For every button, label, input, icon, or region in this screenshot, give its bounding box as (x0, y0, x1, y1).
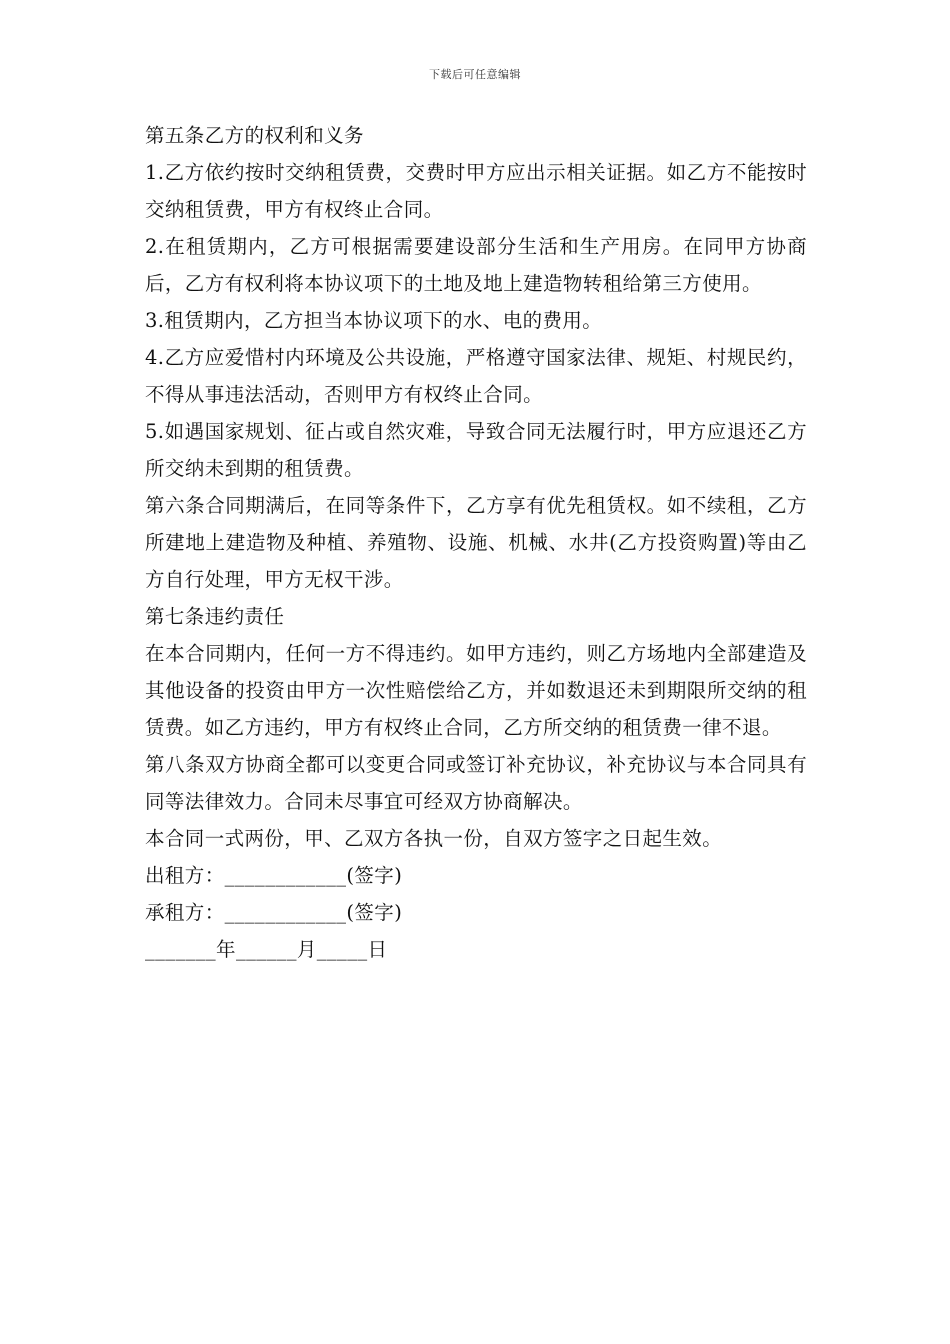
page-header: 下载后可任意编辑 (429, 68, 521, 81)
clause-5-4: 4.乙方应爱惜村内环境及公共设施，严格遵守国家法律、规矩、村规民约，不得从事违法活动，否则甲方有权终止合同。 (145, 346, 807, 406)
section-6-paragraph: 第六条合同期满后，在同等条件下，乙方享有优先租赁权。如不续租，乙方所建地上建造物及种植、养殖物、设施、机械、水井(乙方投资购置)等由乙方自行处理，甲方无权干涉。 (145, 494, 807, 591)
section-7-paragraph: 在本合同期内，任何一方不得违约。如甲方违约，则乙方场地内全部建造及其他设备的投资由甲方一次性赔偿给乙方，并如数退还未到期限所交纳的租赁费。如乙方违约，甲方有权终止合同，乙方所交纳的租赁费一律不退。 (145, 642, 807, 739)
document-body (145, 117, 807, 968)
clause-5-2: 2.在租赁期内，乙方可根据需要建设部分生活和生产用房。在同甲方协商后，乙方有权利将本协议项下的土地及地上建造物转租给第三方使用。 (145, 235, 807, 295)
date-line: _______年______月_____日 (145, 938, 388, 961)
clause-5-5: 5.如遇国家规划、征占或自然灾难，导致合同无法履行时，甲方应退还乙方所交纳未到期的租赁费。 (145, 420, 807, 480)
section-5-heading: 第五条乙方的权利和义务 (145, 124, 364, 147)
lessee-signature-line: 承租方：____________(签字) (145, 901, 403, 924)
lessor-signature-line: 出租方：____________(签字) (145, 864, 403, 887)
clause-5-1: 1.乙方依约按时交纳租赁费，交费时甲方应出示相关证据。如乙方不能按时交纳租赁费，甲方有权终止合同。 (145, 161, 807, 221)
effective-clause: 本合同一式两份，甲、乙双方各执一份，自双方签字之日起生效。 (145, 827, 723, 850)
clause-5-3: 3.租赁期内，乙方担当本协议项下的水、电的费用。 (145, 309, 603, 332)
section-8-paragraph: 第八条双方协商全都可以变更合同或签订补充协议，补充协议与本合同具有同等法律效力。合同未尽事宜可经双方协商解决。 (145, 753, 807, 813)
section-7-heading: 第七条违约责任 (145, 605, 285, 628)
